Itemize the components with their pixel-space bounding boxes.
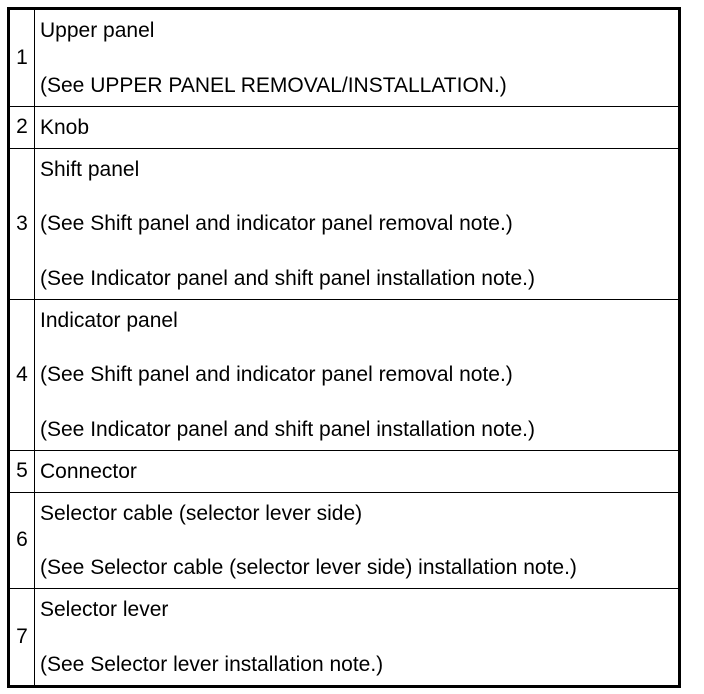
part-note: (See Indicator panel and shift panel installation note.)	[40, 266, 535, 290]
part-name: Selector lever	[40, 598, 169, 621]
part-description	[35, 106, 680, 148]
part-note: (See UPPER PANEL REMOVAL/INSTALLATION.)	[40, 73, 507, 97]
part-description	[35, 589, 680, 687]
parts-table	[7, 7, 681, 688]
part-number: 7	[9, 589, 35, 687]
table-row	[9, 106, 680, 148]
part-name: Shift panel	[40, 157, 140, 181]
table-row	[9, 492, 680, 589]
part-note: (See Shift panel and indicator panel removal note.)	[40, 212, 513, 235]
part-description	[35, 450, 680, 492]
part-name: Knob	[40, 115, 90, 139]
part-note: (See Selector lever installation note.)	[40, 652, 384, 676]
table-row	[9, 589, 680, 687]
part-note: (See Selector cable (selector lever side) installation note.)	[40, 556, 577, 579]
table-row	[9, 299, 680, 450]
part-number: 6	[9, 492, 35, 589]
part-name: Upper panel	[40, 19, 155, 42]
part-number: 3	[9, 148, 35, 299]
part-number: 4	[9, 299, 35, 450]
part-note: (See Indicator panel and shift panel installation note.)	[40, 417, 535, 441]
table-row	[9, 9, 680, 107]
part-note: (See Shift panel and indicator panel removal note.)	[40, 363, 513, 386]
part-name: Indicator panel	[40, 308, 178, 332]
part-description	[35, 492, 680, 589]
part-description	[35, 9, 680, 107]
table-row	[9, 148, 680, 299]
part-description	[35, 299, 680, 450]
part-number: 1	[9, 9, 35, 107]
part-name: Selector cable (selector lever side)	[40, 501, 363, 525]
part-number: 5	[9, 450, 35, 492]
part-description	[35, 148, 680, 299]
table-row	[9, 450, 680, 492]
part-number: 2	[9, 106, 35, 148]
part-name: Connector	[40, 459, 137, 483]
